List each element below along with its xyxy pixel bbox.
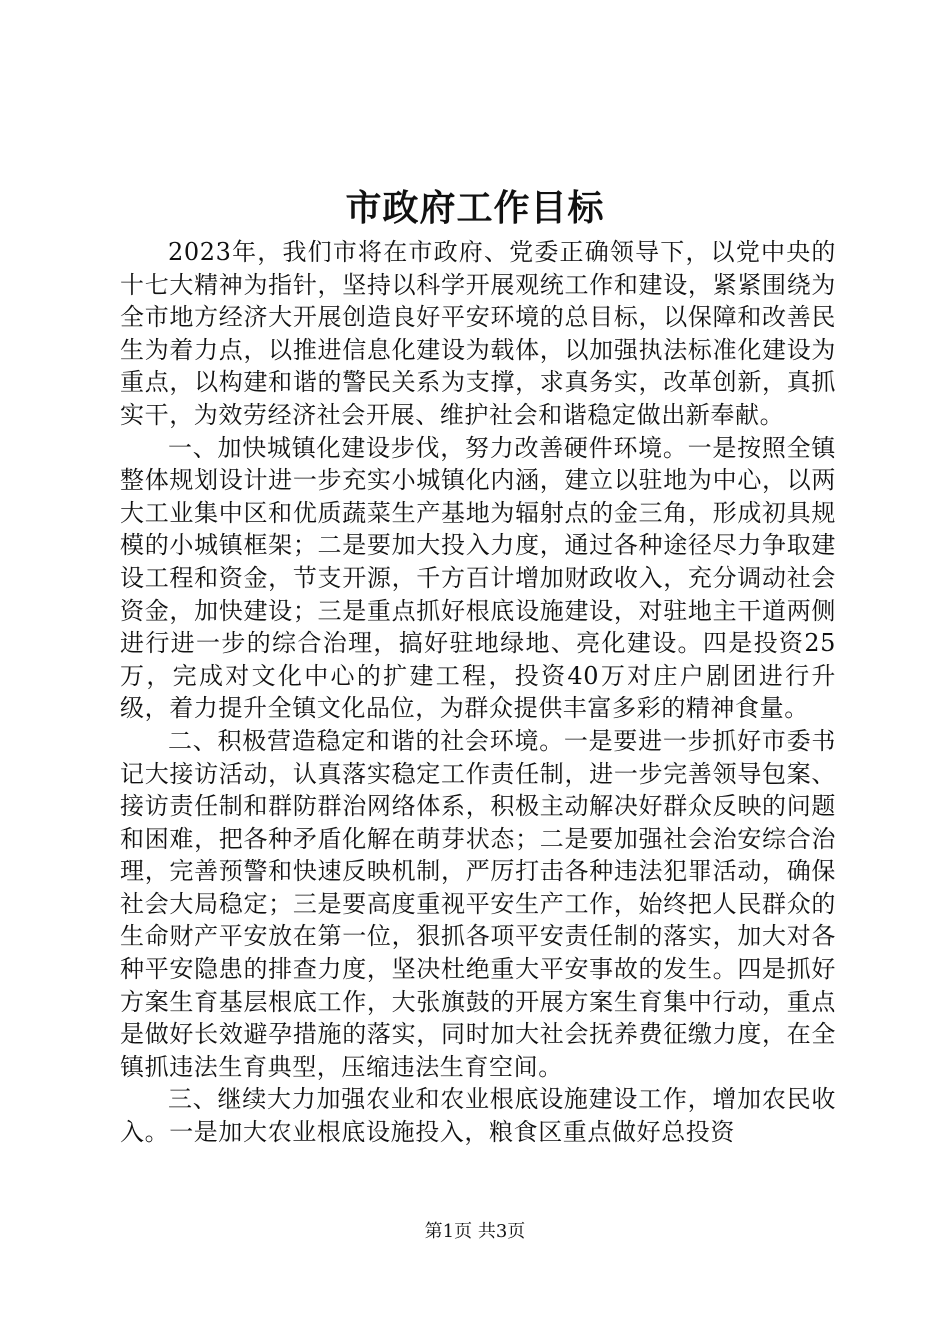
paragraph-intro: 2023年，我们市将在市政府、党委正确领导下，以党中央的十七大精神为指针，坚持以科学开展观统工作和建设，紧紧围绕为全市地方经济大开展创造良好平安环境的总目标，以保障和改善民生为着力点，以推进信息化建设为载体，以加强执法标准化建设为重点，以构建和谐的警民关系为支撑，求真务实，改革创新，真抓实干，为效劳经济社会开展、维护社会和谐稳定做出新奉献。 (120, 238, 836, 429)
paragraph-section-1: 一、加快城镇化建设步伐，努力改善硬件环境。一是按照全镇整体规划设计进一步充实小城镇化内涵，建立以驻地为中心，以两大工业集中区和优质蔬菜生产基地为辐射点的金三角，形成初具规模的小城镇框架；二是要加大投入力度，通过各种途径尽力争取建设工程和资金，节支开源，千方百计增加财政收入，充分调动社会资金，加快建设；三是重点抓好根底设施建设，对驻地主干道两侧进行进一步的综合治理，搞好驻地绿地、亮化建设。四是投资25万，完成对文化中心的扩建工程，投资40万对庄户剧团进行升级，着力提升全镇文化品位，为群众提供丰富多彩的精神食量。 (120, 433, 836, 723)
document-body (120, 236, 836, 1149)
paragraph-section-3: 三、继续大力加强农业和农业根底设施建设工作，增加农民收入。一是加大农业根底设施投入，粮食区重点做好总投资 (120, 1085, 836, 1147)
paragraph-section-2: 二、积极营造稳定和谐的社会环境。一是要进一步抓好市委书记大接访活动，认真落实稳定工作责任制，进一步完善领导包案、接访责任制和群防群治网络体系，积极主动解决好群众反映的问题和困难，把各种矛盾化解在萌芽状态；二是要加强社会治安综合治理，完善预警和快速反映机制，严厉打击各种违法犯罪活动，确保社会大局稳定；三是要高度重视平安生产工作，始终把人民群众的生命财产平安放在第一位，狠抓各项平安责任制的落实，加大对各种平安隐患的排查力度，坚决杜绝重大平安事故的发生。四是抓好方案生育基层根底工作，大张旗鼓的开展方案生育集中行动，重点是做好长效避孕措施的落实，同时加大社会抚养费征缴力度，在全镇抓违法生育典型，压缩违法生育空间。 (120, 726, 836, 1081)
page-footer: 第1页 共3页 (424, 1221, 526, 1242)
document-title: 市政府工作目标 (345, 187, 605, 229)
